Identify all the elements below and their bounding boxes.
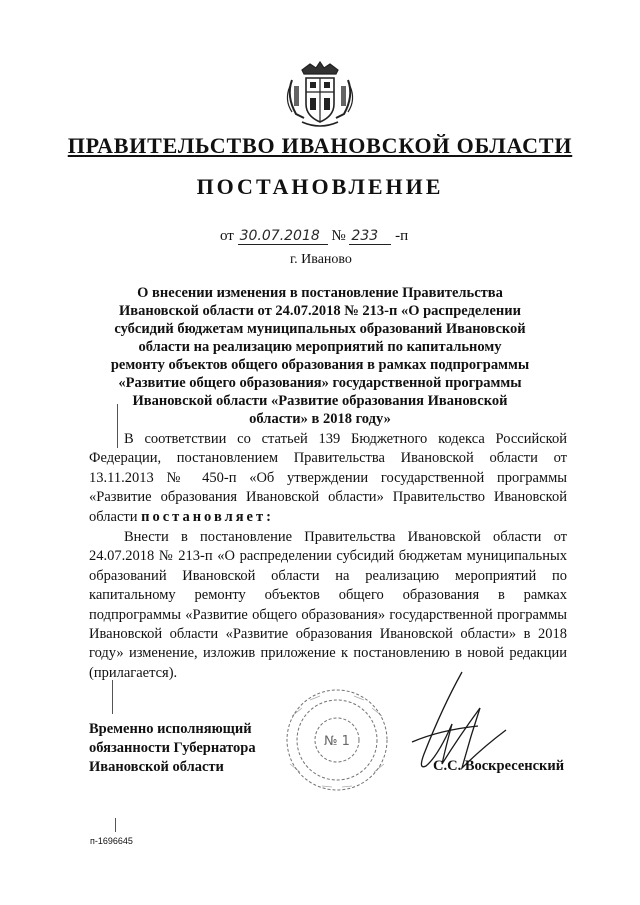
government-title: ПРАВИТЕЛЬСТВО ИВАНОВСКОЙ ОБЛАСТИ (67, 133, 573, 158)
number-suffix: -п (395, 228, 409, 244)
document-heading: О внесении изменения в постановление Правительства Ивановской области от 24.07.2018 № 213-п «О распределении субсидий бюджетам муниципальных образований Ивановской области на реализацию мероприятий по капитальному ремонту объектов общего образования в рамках подпрограммы «Развитие общего образования» государственной программы Ивановской области «Развитие образования Ивановской области» в 2018 году» (110, 285, 530, 427)
registration-line (220, 228, 460, 245)
number-label: № (331, 228, 346, 244)
decree-word: постановляет: (141, 508, 274, 525)
city: г. Иваново (290, 252, 352, 267)
signer-position: Временно исполняющий обязанности Губернатора Ивановской области (89, 721, 256, 775)
document-type: ПОСТАНОВЛЕНИЕ (196, 174, 444, 199)
signer-name: С.С. Воскресенский (433, 758, 565, 774)
document-number: 233 (349, 228, 391, 245)
document-code: п-1696645 (90, 836, 133, 846)
date-label: от (220, 228, 234, 244)
paragraph-preamble (89, 430, 567, 527)
paragraph-preamble-text: В соответствии со статьей 139 Бюджетного кодекса Российской Федерации, постановлением Правительства Ивановской области от 13.11.2013 № 450-п «Об утверждении государственной программы «Развитие образования Ивановской области» Правительство Ивановской области (89, 431, 567, 525)
seal-number: № 1 (324, 734, 350, 749)
document-date: 30.07.2018 (238, 228, 328, 245)
coat-of-arms-icon (282, 56, 358, 130)
paragraph-decision: Внести в постановление Правительства Ивановской области от 24.07.2018 № 213-п «О распределении субсидий бюджетам муниципальных образований Ивановской области на реализацию мероприятий по капитальному ремонту объектов общего образования в рамках подпрограммы «Развитие общего образования» государственной программы Ивановской области «Развитие образования Ивановской области» в 2018 году» изменение, изложив приложение к постановлению в новой редакции (прилагается). (89, 529, 567, 681)
